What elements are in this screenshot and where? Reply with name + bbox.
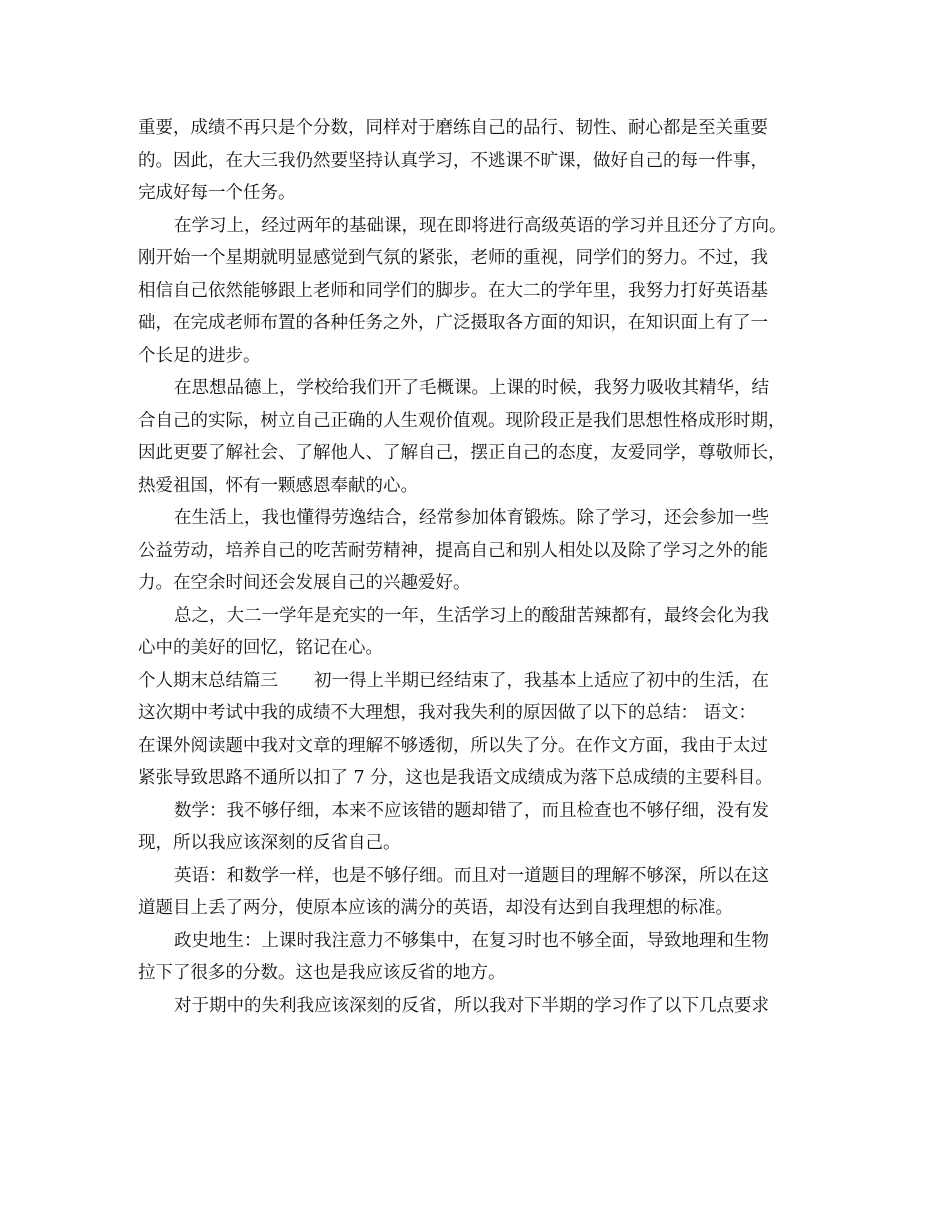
- text-line: 相信自己依然能够跟上老师和同学们的脚步。在大二的学年里，我努力打好英语基: [138, 280, 768, 301]
- text-line: 道题目上丢了两分，使原本应该的满分的英语，却没有达到自我理想的标准。: [138, 898, 733, 918]
- paragraph-start-line: 英语：和数学一样，也是不够仔细。而且对一道题目的理解不够深，所以在这: [174, 865, 769, 886]
- document-body: [138, 112, 814, 1022]
- text-line: 拉下了很多的分数。这也是我应该反省的地方。: [138, 963, 506, 983]
- text-line: 力。在空余时间还会发展自己的兴趣爱好。: [138, 573, 471, 593]
- text-line: 公益劳动，培养自己的吃苦耐劳精神，提高自己和别人相处以及除了学习之外的能: [138, 540, 768, 561]
- text-line: 刚开始一个星期就明显感觉到气氛的紧张，老师的重视，同学们的努力。不过，我: [138, 248, 768, 268]
- text-line: 因此更要了解社会、了解他人、了解自己，摆正自己的态度，友爱同学，尊敬师长，: [138, 443, 786, 463]
- text-line: 在课外阅读题中我对文章的理解不够透彻，所以失了分。在作文方面，我由于太过: [138, 735, 768, 756]
- text-line: 合自己的实际，树立自己正确的人生观价值观。现阶段正是我们思想性格成形时期，: [138, 410, 786, 431]
- text-line: 重要，成绩不再只是个分数，同样对于磨练自己的品行、韧性、耐心都是至关重要: [138, 118, 768, 138]
- paragraph-start-line: 总之，大二一学年是充实的一年，生活学习上的酸甜苦辣都有，最终会化为我: [174, 605, 769, 626]
- text-line: 现，所以我应该深刻的反省自己。: [138, 833, 401, 853]
- text-line: 础，在完成老师布置的各种任务之外，广泛摄取各方面的知识，在知识面上有了一: [138, 313, 768, 333]
- text-line: 个长足的进步。: [138, 345, 261, 366]
- text-line: 心中的美好的回忆，铭记在心。: [138, 638, 383, 658]
- paragraph-start-line: 在思想品德上，学校给我们开了毛概课。上课的时候，我努力吸收其精华，结: [174, 378, 769, 398]
- text-line: 完成好每一个任务。: [138, 183, 296, 203]
- text-line: 紧张导致思路不通所以扣了 7 分，这也是我语文成绩成为落下总成绩的主要科目。: [138, 768, 773, 788]
- section-heading: 个人期末总结篇三: [138, 670, 278, 691]
- text-line: 这次期中考试中我的成绩不大理想，我对我失利的原因做了以下的总结： 语文：: [138, 703, 757, 723]
- paragraph-start-line: 在生活上，我也懂得劳逸结合，经常参加体育锻炼。除了学习，还会参加一些: [174, 508, 769, 528]
- text-line: 的。因此，在大三我仍然要坚持认真学习，不逃课不旷课，做好自己的每一件事，: [138, 150, 768, 171]
- section-heading-line: [138, 665, 814, 698]
- section-opening-text: 初一得上半期已经结束了，我基本上适应了初中的生活，在: [314, 670, 769, 691]
- paragraph-start-line: 对于期中的失利我应该深刻的反省，所以我对下半期的学习作了以下几点要求: [174, 995, 769, 1016]
- text-line: 热爱祖国，怀有一颗感恩奉献的心。: [138, 475, 418, 496]
- paragraph-start-line: 数学：我不够仔细，本来不应该错的题却错了，而且检查也不够仔细，没有发: [174, 800, 769, 821]
- paragraph-start-line: 在学习上，经过两年的基础课，现在即将进行高级英语的学习并且还分了方向。: [174, 215, 787, 236]
- paragraph-start-line: 政史地生：上课时我注意力不够集中，在复习时也不够全面，导致地理和生物: [174, 930, 769, 951]
